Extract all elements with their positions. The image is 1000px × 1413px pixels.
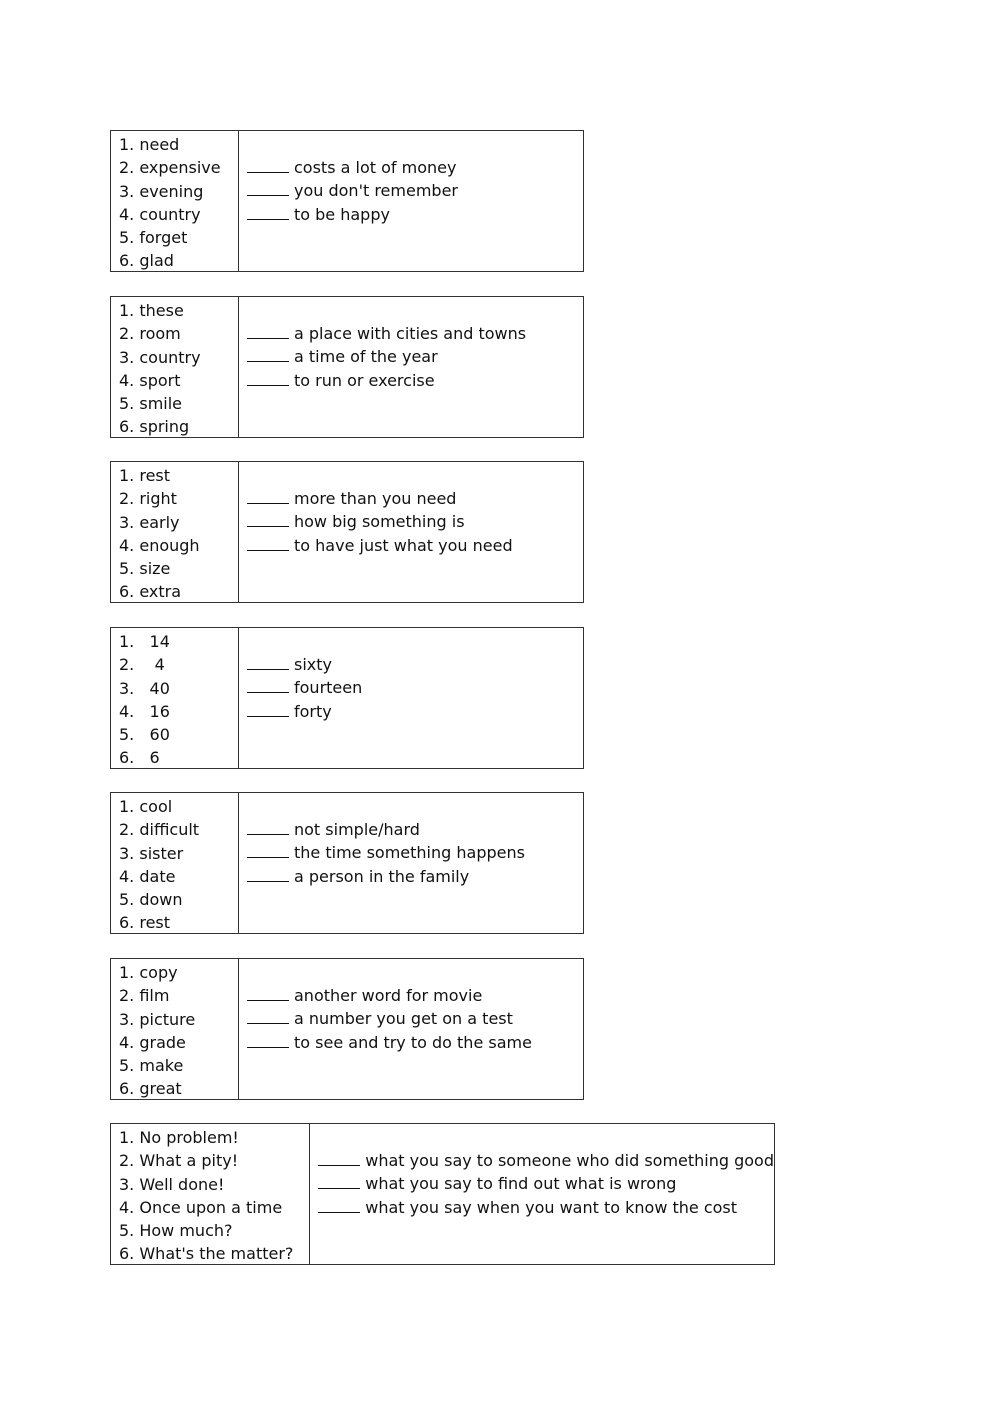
word-item: 5. make [119,1056,184,1076]
definition-text: a number you get on a test [294,1009,513,1029]
definition-item [247,534,513,557]
definition-item [247,203,458,226]
word-item: 5. How much? [119,1221,233,1241]
answer-blank[interactable] [247,1033,289,1048]
exercise-1 [110,130,584,272]
definition-text: to see and try to do the same [294,1032,532,1052]
definition-text: to have just what you need [294,535,513,555]
word-item: 2. difficult [119,820,200,840]
answer-blank[interactable] [247,986,289,1001]
word-list [111,793,239,933]
answer-blank[interactable] [247,678,289,693]
answer-blank[interactable] [318,1151,360,1166]
definition-list [239,131,458,271]
definition-text: what you say to someone who did something good [365,1151,774,1170]
word-item: 2. right [119,489,177,509]
definition-item [247,818,525,841]
definition-text: forty [294,701,332,721]
exercise-2 [110,296,584,438]
answer-blank[interactable] [247,371,289,386]
definition-item [247,179,458,202]
definition-text: sixty [294,655,332,674]
answer-blank[interactable] [247,205,289,220]
definition-list [239,462,513,602]
answer-blank[interactable] [247,843,289,858]
word-item: 4. country [119,204,201,224]
definition-text: how big something is [294,512,465,532]
word-item: 1. need [119,135,180,154]
answer-blank[interactable] [247,1009,289,1024]
word-item: 2. film [119,986,170,1006]
answer-blank[interactable] [247,536,289,551]
word-list [111,297,239,437]
definition-text: you don't remember [294,181,458,201]
definition-text: not simple/hard [294,820,420,839]
answer-blank[interactable] [247,489,289,504]
word-item: 3. evening [119,181,204,201]
word-item: 6. 6 [119,748,160,768]
definition-list [239,628,362,768]
answer-blank[interactable] [247,820,289,835]
word-item: 6. spring [119,417,190,437]
word-item: 6. great [119,1079,182,1099]
word-item: 5. size [119,559,171,579]
definition-item [247,510,513,533]
answer-blank[interactable] [247,158,289,173]
definition-text: to be happy [294,204,390,224]
word-item: 3. 40 [119,678,170,698]
word-list [111,1124,310,1264]
definition-text: fourteen [294,678,363,698]
definition-item [247,865,525,888]
word-item: 3. country [119,347,201,367]
definition-text: a time of the year [294,347,438,367]
word-item: 4. 16 [119,701,170,721]
answer-blank[interactable] [247,867,289,882]
word-item: 2. expensive [119,158,221,178]
answer-blank[interactable] [247,324,289,339]
definition-item [247,1031,532,1054]
word-item: 4. Once upon a time [119,1197,283,1217]
answer-blank[interactable] [318,1198,360,1213]
word-item: 1. copy [119,963,178,982]
definition-text: costs a lot of money [294,158,457,177]
definition-item [247,676,362,699]
answer-blank[interactable] [247,181,289,196]
word-item: 6. extra [119,582,182,602]
word-item: 5. forget [119,228,188,248]
word-item: 2. What a pity! [119,1151,239,1171]
definition-item [247,156,458,179]
answer-blank[interactable] [247,347,289,362]
word-item: 4. enough [119,535,200,555]
word-item: 4. sport [119,370,181,390]
definition-list [239,959,532,1099]
exercise-7 [110,1123,775,1265]
definition-item [247,653,362,676]
word-item: 1. No problem! [119,1128,239,1147]
word-item: 4. date [119,866,176,886]
definition-item [318,1149,774,1172]
word-item: 6. rest [119,913,171,933]
word-list [111,959,239,1099]
definition-list [239,793,525,933]
exercise-3 [110,461,584,603]
exercise-6 [110,958,584,1100]
definition-text: a person in the family [294,866,470,886]
definition-text: another word for movie [294,986,483,1005]
definition-item [247,369,526,392]
word-list [111,628,239,768]
exercise-5 [110,792,584,934]
word-item: 2. 4 [119,655,165,675]
word-item: 3. early [119,512,180,532]
word-list [111,131,239,271]
definition-text: the time something happens [294,843,525,863]
word-item: 1. 14 [119,632,170,651]
definition-item [247,984,532,1007]
definition-text: to run or exercise [294,370,435,390]
definition-list [310,1124,774,1264]
word-item: 5. 60 [119,725,170,745]
definition-item [247,322,526,345]
word-item: 3. picture [119,1009,196,1029]
definition-item [247,700,362,723]
definition-item [318,1172,774,1195]
definition-item [247,487,513,510]
word-item: 3. sister [119,843,184,863]
word-item: 1. rest [119,466,171,485]
definition-text: more than you need [294,489,457,508]
definition-item [247,1007,532,1030]
word-list [111,462,239,602]
exercise-4 [110,627,584,769]
word-item: 5. down [119,890,183,910]
answer-blank[interactable] [318,1174,360,1189]
answer-blank[interactable] [247,655,289,670]
word-item: 6. What's the matter? [119,1244,294,1264]
word-item: 1. these [119,301,184,320]
definition-list [239,297,526,437]
definition-item [318,1196,774,1219]
word-item: 3. Well done! [119,1174,225,1194]
definition-text: what you say to find out what is wrong [365,1174,677,1194]
definition-text: a place with cities and towns [294,324,527,343]
definition-item [247,841,525,864]
answer-blank[interactable] [247,702,289,717]
word-item: 4. grade [119,1032,186,1052]
answer-blank[interactable] [247,512,289,527]
word-item: 1. cool [119,797,173,816]
word-item: 5. smile [119,394,183,414]
definition-item [247,345,526,368]
definition-text: what you say when you want to know the cost [365,1197,738,1217]
word-item: 2. room [119,324,181,344]
word-item: 6. glad [119,251,174,271]
